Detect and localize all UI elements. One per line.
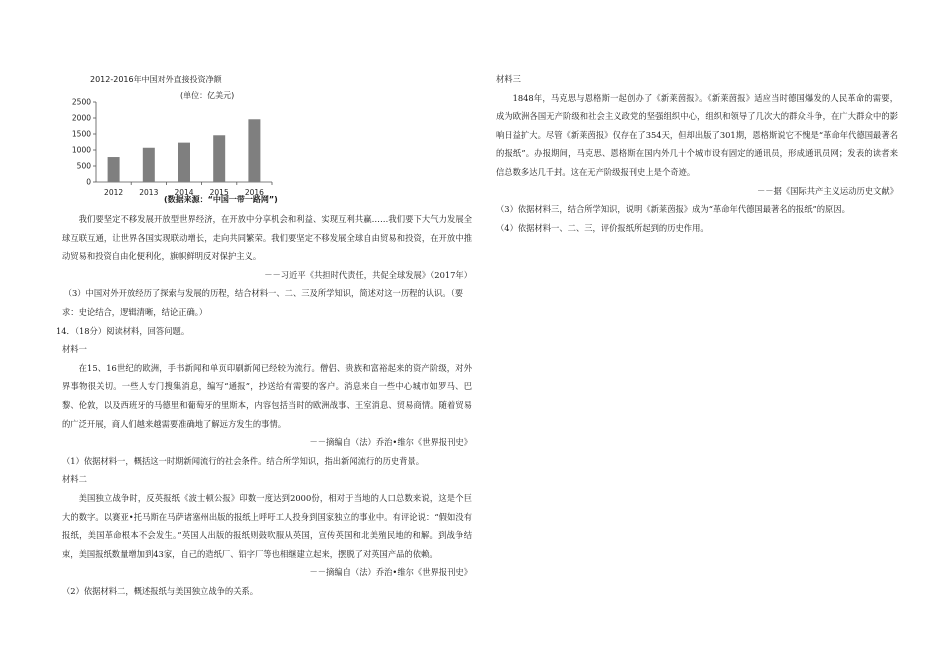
question-14-heading: 14．（18分）阅读材料，回答问题。 xyxy=(56,325,190,336)
question-1: （1）依据材料一，概括这一时期新闻流行的社会条件。结合所学知识，指出新闻流行的历史背景。 xyxy=(62,455,425,466)
material-1-source: －－摘编自（法）乔治•维尔《世界报刊史》 xyxy=(309,437,472,448)
bar-2013 xyxy=(143,148,155,182)
y-tick-label: 0 xyxy=(86,177,91,187)
material-2-label: 材料二 xyxy=(62,474,87,485)
x-tick-label: 2012 xyxy=(104,188,124,197)
material-2-text: 美国独立战争时，反英报纸《波士顿公报》印数一度达到2000份，相对于当地的人口总数来说，这是个巨大的数字。以赛亚•托马斯在马萨诸塞州出版的报纸上呼吁工人投身到国家独立的事业中。有评论说：“假如没有报纸，美国革命根本不会发生。”英国人出版的报纸则鼓吹服从英国，宣传英国和北美殖民地的和解。到战争结束，美国报纸数量增加到43家，自己的造纸厂、铅字厂等也相继建立起来，摆脱了对英国产品的依赖。 xyxy=(62,492,472,559)
bar-2012 xyxy=(108,157,120,182)
chart-unit: (单位：亿美元) xyxy=(180,91,235,100)
bar-2015 xyxy=(213,135,225,182)
bar-2014 xyxy=(178,143,190,182)
x-tick-label: 2013 xyxy=(139,188,159,197)
xi-quote-source: －－习近平《共担时代责任，共促全球发展》（2017年） xyxy=(264,269,472,280)
question-3-left: （3）中国对外开放经历了探索与发展的历程，结合材料一、二、三及所学知识，简述对这一历程的认识。（要求：史论结合，逻辑清晰，结论正确。） xyxy=(62,288,464,317)
x-tick-label: 2014 xyxy=(174,188,194,197)
bar-2016 xyxy=(248,119,260,182)
x-tick-label: 2015 xyxy=(209,188,229,197)
y-tick-label: 1500 xyxy=(71,129,91,139)
material-3-text: 1848年，马克思与恩格斯一起创办了《新莱茵报》。《新莱茵报》适应当时德国爆发的人民革命的需要，成为欧洲各国无产阶级和社会主义政党的坚强组织中心，组织和领导了几次大的群众斗争，在广大群众中的影响日益扩大。尽管《新莱茵报》仅存在了354天，但却出版了301期，恩格斯说它不愧是“革命年代德国最著名的报纸”。办报期间，马克思、恩格斯在国内外几十个城市设有固定的通讯员，形成通讯员网；发表的读者来信总数多达几千封。这在无产阶级报刊史上是个奇迹。 xyxy=(496,92,898,177)
chart-title: 2012-2016年中国对外直接投资净额 xyxy=(90,75,222,84)
y-tick-label: 1000 xyxy=(71,145,91,155)
xi-quote: 我们要坚定不移发展开放型世界经济，在开放中分享机会和利益、实现互利共赢……我们要下大气力发展全球互联互通，让世界各国实现联动增长，走向共同繁荣。我们要坚定不移发展全球自由贸易和投资，在开放中推动贸易和投资自由化便利化，旗帜鲜明反对保护主义。 xyxy=(62,214,472,262)
question-4: （4）依据材料一、二、三，评价报纸所起到的历史作用。 xyxy=(496,222,709,233)
chart-source: (数据来源：“中国一带一路网”) xyxy=(164,195,278,204)
x-tick-label: 2016 xyxy=(244,188,264,197)
material-1-text: 在15、16世纪的欧洲，手书新闻和单页印刷新闻已经较为流行。僧侣、贵族和富裕起来的资产阶级，对外界事物很关切。一些人专门搜集消息，编写“通报”，抄送给有需要的客户。消息来自一些中心城市如罗马、巴黎、伦敦，以及西班牙的马德里和葡萄牙的里斯本，内容包括当时的欧洲战事、王室消息、贸易商情。随着贸易的广泛开展，商人们越来越需要准确地了解远方发生的事情。 xyxy=(62,362,472,429)
question-3-right: （3）依据材料三，结合所学知识，说明《新莱茵报》成为“革命年代德国最著名的报纸”的原因。 xyxy=(496,204,850,215)
investment-chart xyxy=(62,70,282,220)
material-3-source: －－据《国际共产主义运动历史文献》 xyxy=(756,185,898,196)
material-1-label: 材料一 xyxy=(62,344,87,355)
y-tick-label: 500 xyxy=(76,161,91,171)
bar-chart-svg xyxy=(62,96,282,226)
material-2-source: －－摘编自（法）乔治•维尔《世界报刊史》 xyxy=(309,567,472,578)
question-2: （2）依据材料二，概述报纸与美国独立战争的关系。 xyxy=(62,585,259,596)
material-3-label: 材料三 xyxy=(496,74,521,84)
y-tick-label: 2500 xyxy=(71,97,91,107)
y-tick-label: 2000 xyxy=(71,113,91,123)
